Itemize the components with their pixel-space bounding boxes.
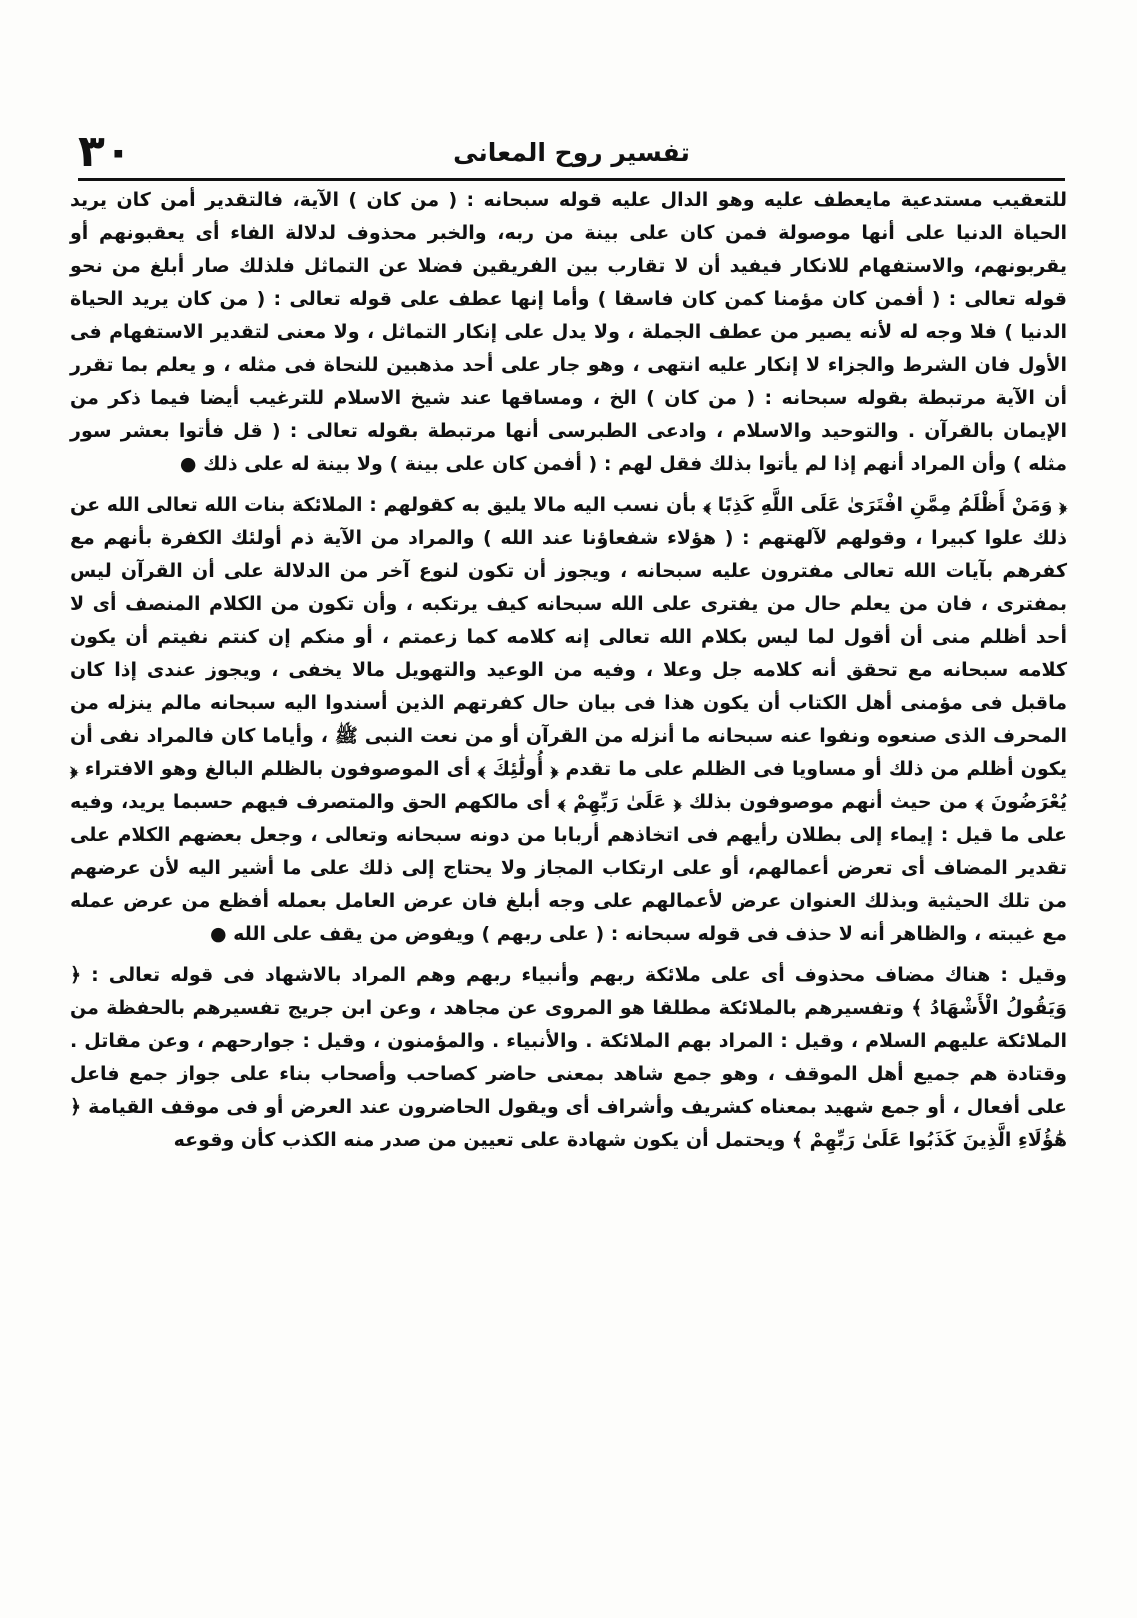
main-text — [70, 184, 1067, 1157]
page-header — [78, 128, 1065, 180]
running-title: تفسير روح المعانى — [453, 138, 690, 167]
paragraph: وقيل : هناك مضاف محذوف أى على ملائكة ربهم وأنبياء ربهم وهم المراد بالاشهاد فى قوله تعالى : ﴿ وَيَقُولُ الْأَشْهَادُ ﴾ وتفسيرهم بالملائكة مطلقا هو المروى عن مجاهد ، وعن ابن جريج تفسيرهم بالحفظة من الملائكة عليهم السلام ، وقيل : المراد بهم الملائكة . والأنبياء . والمؤمنون ، وقيل : جوارحهم ، وعن مقاتل . وقتادة هم جميع أهل الموقف ، وهو جمع شاهد بمعنى حاضر كصاحب وأصحاب بناء على جواز جمع فاعل على أفعال ، أو جمع شهيد بمعناه كشريف وأشراف أى ويقول الحاضرون عند العرض أو فى موقف القيامة ﴿ هَٰؤُلَاءِ الَّذِينَ كَذَبُوا عَلَىٰ رَبِّهِمْ ﴾ ويحتمل أن يكون شهادة على تعيين من صدر منه الكذب كأن وقوعه — [70, 964, 1067, 1151]
page-number: ٣٠ — [78, 126, 132, 177]
paragraph: ﴿ وَمَنْ أَظْلَمُ مِمَّنِ افْتَرَىٰ عَلَى اللَّهِ كَذِبًا ﴾ بأن نسب اليه مالا يليق به كقولهم : الملائكة بنات الله تعالى الله عن ذلك علوا كبيرا ، وقولهم لآلهتهم : ( هؤلاء شفعاؤنا عند الله ) والمراد من الآية ذم أولئك الكفرة بأنهم مع كفرهم بآيات الله تعالى مفترون عليه سبحانه ، ويجوز أن تكون لنوع آخر من الدلالة على أن القرآن ليس بمفترى ، فان من يعلم حال من يفترى على الله سبحانه كيف يرتكبه ، وأن تكون من الكلام المنصف أى لا أحد أظلم منى أن أقول لما ليس بكلام الله تعالى إنه كلامه كما زعمتم ، أو منكم إن كنتم نفيتم أن يكون كلامه سبحانه مع تحقق أنه كلامه جل وعلا ، وفيه من الوعيد والتهويل مالا يخفى ، ويجوز عندى إذا كان ماقبل فى مؤمنى أهل الكتاب أن يكون هذا فى بيان حال كفرتهم الذين أسندوا اليه سبحانه مالم ينزله من المحرف الذى صنعوه ونفوا عنه سبحانه ما أنزله من القرآن أو من نعت النبى ﷺ ، وأياما كان فالمراد نفى أن يكون أظلم من ذلك أو مساويا فى الظلم على ما تقدم ﴿ أُولَٰئِكَ ﴾ أى الموصوفون بالظلم البالغ وهو الافتراء ﴿ يُعْرَضُونَ ﴾ من حيث أنهم موصوفون بذلك ﴿ عَلَىٰ رَبِّهِمْ ﴾ أى مالكهم الحق والمتصرف فيهم حسبما يريد، وفيه على ما قيل : إيماء إلى بطلان رأيهم فى اتخاذهم أربابا من دونه سبحانه وتعالى ، وجعل بعضهم الكلام على تقدير المضاف أى تعرض أعمالهم، أو على ارتكاب المجاز ولا يحتاج إلى ذلك على ما أشير اليه لأن عرضهم من تلك الحيثية وبذلك العنوان عرض لأعمالهم على وجه أبلغ فان عرض العامل بعمله أفظع من عرض عمله مع غيبته ، والظاهر أنه لا حذف فى قوله سبحانه : ( على ربهم ) ويفوض من يقف على الله ● — [70, 494, 1067, 945]
paragraph: للتعقيب مستدعية مايعطف عليه وهو الدال عليه قوله سبحانه : ( من كان ) الآية، فالتقدير أمن كان يريد الحياة الدنيا على أنها موصولة فمن كان على بينة من ربه، والخبر محذوف لدلالة الفاء أى يعقبونهم أو يقربونهم، والاستفهام للانكار فيفيد أن لا تقارب بين الفريقين فضلا عن التماثل فلذلك صار أبلغ من نحو قوله تعالى : ( أفمن كان مؤمنا كمن كان فاسقا ) وأما إنها عطف على قوله تعالى : ( من كان يريد الحياة الدنيا ) فلا وجه له لأنه يصير من عطف الجملة ، ولا يدل على إنكار التماثل ، ولا معنى لتقدير الاستفهام فى الأول فان الشرط والجزاء لا إنكار عليه انتهى ، وهو جار على أحد مذهبين للنحاة فى مثله ، و يعلم بما تقرر أن الآية مرتبطة بقوله سبحانه : ( من كان ) الخ ، ومساقها عند شيخ الاسلام للترغيب أيضا فيما ذكر من الإيمان بالقرآن . والتوحيد والاسلام ، وادعى الطبرسى أنها مرتبطة بقوله تعالى : ( قل فأتوا بعشر سور مثله ) وأن المراد أنهم إذا لم يأتوا بذلك فقل لهم : ( أفمن كان على بينة ) ولا بينة له على ذلك ● — [70, 189, 1067, 475]
header-rule — [78, 178, 1065, 181]
